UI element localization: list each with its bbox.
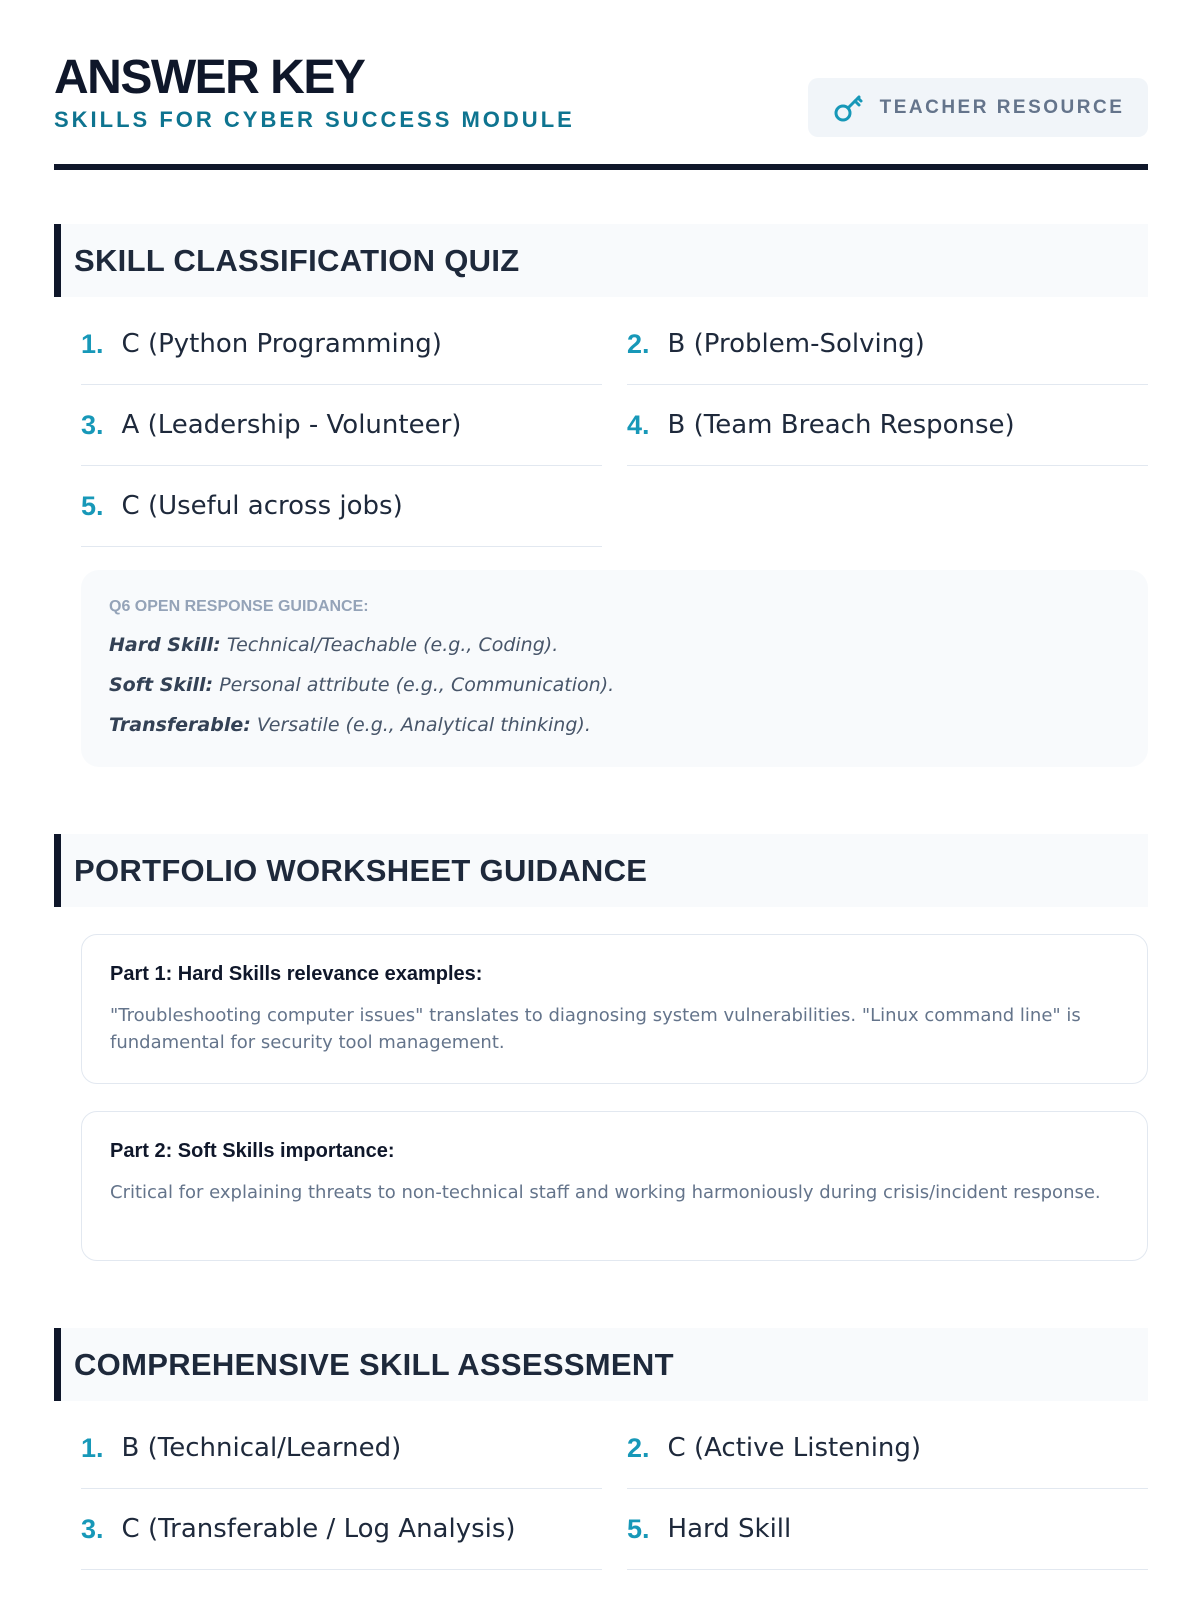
- answer-item: [81, 466, 602, 547]
- section-title: SKILL CLASSIFICATION QUIZ: [74, 242, 520, 278]
- answer-number: 1.: [81, 1432, 104, 1463]
- card-title: Part 1: Hard Skills relevance examples:: [110, 963, 483, 985]
- open-response-guidance: [81, 570, 1148, 767]
- answer-key-page: [54, 0, 1148, 1544]
- page-title: ANSWER KEY: [54, 51, 365, 104]
- guidance-line: [109, 673, 1120, 713]
- answer-number: 2.: [627, 328, 650, 359]
- card-title: Part 2: Soft Skills importance:: [110, 1140, 395, 1162]
- answer-number: 2.: [627, 1432, 650, 1463]
- answer-number: 4.: [627, 409, 650, 440]
- section-title: PORTFOLIO WORKSHEET GUIDANCE: [74, 852, 648, 888]
- guidance-text: Technical/Teachable (e.g., Coding).: [226, 634, 559, 656]
- assessment-answer-list: [81, 1408, 1148, 1570]
- answer-text: C (Useful across jobs): [121, 491, 403, 521]
- page-subtitle: SKILLS FOR CYBER SUCCESS MODULE: [54, 107, 575, 132]
- badge-label: TEACHER RESOURCE: [879, 96, 1125, 118]
- answer-text: Hard Skill: [667, 1514, 792, 1544]
- guidance-card: [81, 1111, 1148, 1261]
- answer-text: A (Leadership - Volunteer): [121, 410, 462, 440]
- answer-number: 5.: [627, 1513, 650, 1544]
- guidance-card: [81, 934, 1148, 1084]
- answer-text: B (Problem-Solving): [667, 329, 925, 359]
- answer-item: [627, 1408, 1148, 1489]
- guidance-heading: Q6 OPEN RESPONSE GUIDANCE:: [109, 598, 369, 615]
- answer-text: B (Technical/Learned): [121, 1433, 402, 1463]
- answer-item: [81, 385, 602, 466]
- answer-item: [81, 1408, 602, 1489]
- guidance-label: Soft Skill:: [109, 674, 214, 696]
- guidance-line: [109, 633, 1120, 673]
- answer-number: 3.: [81, 1513, 104, 1544]
- answer-text: C (Active Listening): [667, 1433, 922, 1463]
- answer-item: [627, 1489, 1148, 1570]
- answer-number: 3.: [81, 409, 104, 440]
- key-icon: [832, 91, 866, 125]
- card-body: "Troubleshooting computer issues" translates to diagnosing system vulnerabilities. "Linux command line" is fundamental for security tool management.: [110, 1005, 1081, 1053]
- answer-item: [627, 385, 1148, 466]
- guidance-label: Transferable:: [109, 714, 251, 736]
- answer-number: 1.: [81, 328, 104, 359]
- guidance-line: [109, 713, 1120, 753]
- answer-item: [627, 304, 1148, 385]
- section-header-assessment: [54, 1328, 1148, 1401]
- card-body: Critical for explaining threats to non-technical staff and working harmoniously during crisis/incident response.: [110, 1182, 1101, 1203]
- teacher-resource-badge: [808, 78, 1148, 137]
- section-header-quiz: [54, 224, 1148, 297]
- answer-item: [81, 1489, 602, 1570]
- document-header: [54, 0, 1148, 172]
- guidance-text: Personal attribute (e.g., Communication).: [219, 674, 615, 696]
- answer-number: 5.: [81, 490, 104, 521]
- answer-text: C (Transferable / Log Analysis): [121, 1514, 516, 1544]
- quiz-answer-list: [81, 304, 1148, 547]
- guidance-label: Hard Skill:: [109, 634, 221, 656]
- answer-text: C (Python Programming): [121, 329, 442, 359]
- section-header-portfolio: [54, 834, 1148, 907]
- answer-text: B (Team Breach Response): [667, 410, 1015, 440]
- answer-item: [81, 304, 602, 385]
- section-title: COMPREHENSIVE SKILL ASSESSMENT: [74, 1346, 674, 1382]
- guidance-text: Versatile (e.g., Analytical thinking).: [256, 714, 591, 736]
- header-divider: [54, 164, 1148, 170]
